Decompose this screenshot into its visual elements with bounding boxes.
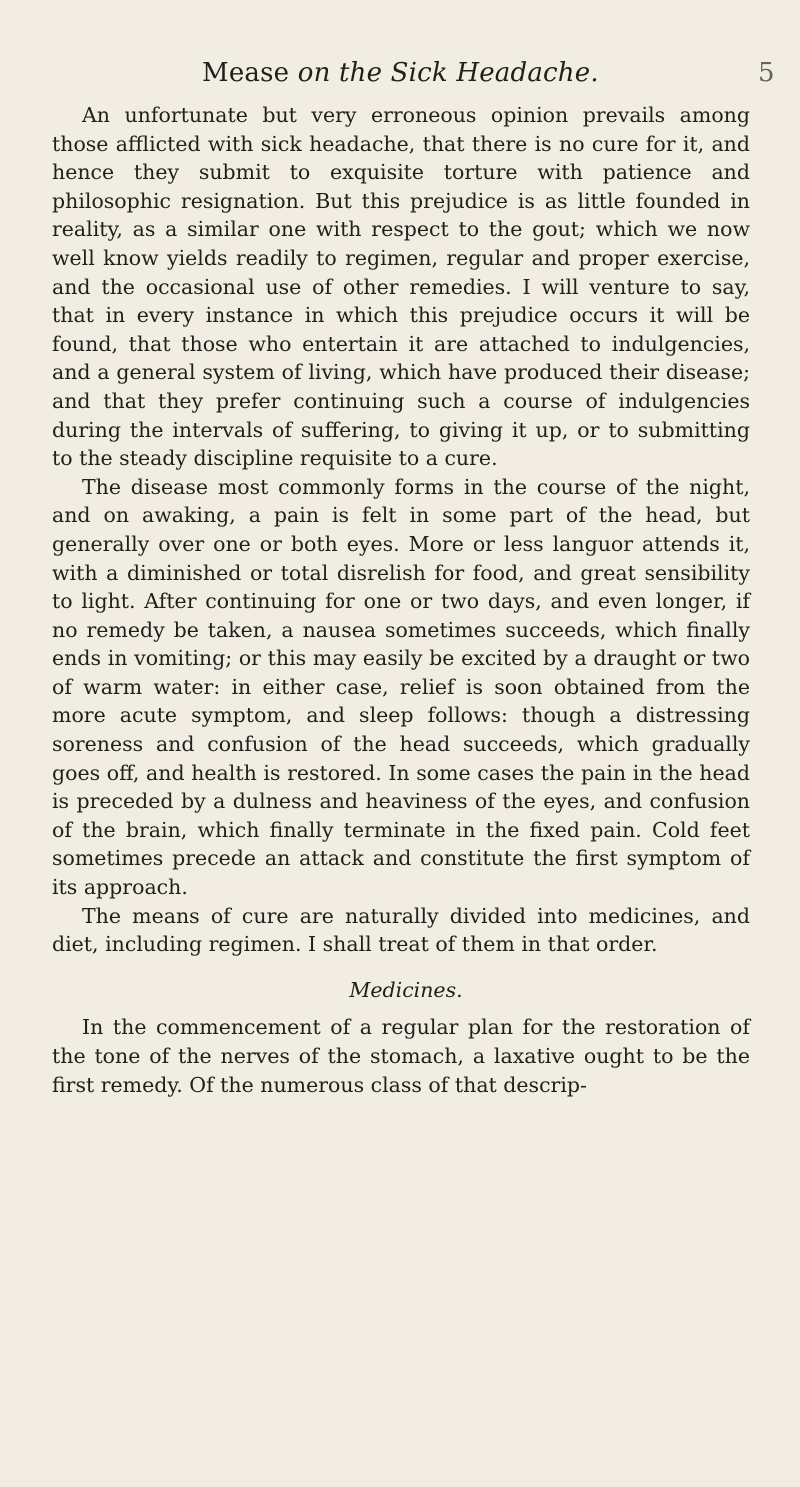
paragraph: An unfortunate but very erroneous opinion prevails among those afflicted with sick headache, that there is no cure for it, and hence they submit to exquisite torture with patience and philosophic resignation. But this prejudice is as little founded in reality, as a similar one with respect to the gout; which we now well know yields readily to regimen, regular and proper exercise, and the occasional use of other remedies. I will venture to say, that in every instance in which this prejudice occurs it will be found, that those who entertain it are attached to indulgencies, and a general system of living, which have produced their disease; and that they prefer continuing such a course of indulgencies during the intervals of suffering, to giving it up, or to submitting to the steady discipline requisite to a cure. — [52, 103, 750, 471]
running-head — [0, 58, 800, 92]
body-text — [52, 101, 750, 1099]
section-heading: Medicines. — [349, 977, 463, 1002]
running-title — [202, 58, 599, 88]
paragraph: In the commencement of a regular plan for the restoration of the tone of the nerves of the stomach, a laxative ought to be the first remedy. Of the numerous class of that descrip- — [52, 1015, 750, 1097]
running-title-subject: on the Sick Headache. — [297, 58, 599, 88]
paragraph: The means of cure are naturally divided into medicines, and diet, including regimen. I shall treat of them in that order. — [52, 903, 750, 957]
running-title-author: Mease — [202, 58, 298, 88]
paragraph: The disease most commonly forms in the course of the night, and on awaking, a pain is felt in some part of the head, but generally over one or both eyes. More or less languor attends it, with a diminished or total disrelish for food, and great sensibility to light. After continuing for one or two days, and even longer, if no remedy be taken, a nausea sometimes succeeds, which finally ends in vomiting; or this may easily be excited by a draught or two of warm water: in either case, relief is soon obtained from the more acute symptom, and sleep follows: though a distressing soreness and confusion of the head succeeds, which gradually goes off, and health is restored. In some cases the pain in the head is preceded by a dulness and heaviness of the eyes, and confusion of the brain, which finally terminate in the fixed pain. Cold feet sometimes precede an attack and constitute the first symptom of its approach. — [52, 474, 750, 900]
page-number: 5 — [758, 58, 775, 88]
